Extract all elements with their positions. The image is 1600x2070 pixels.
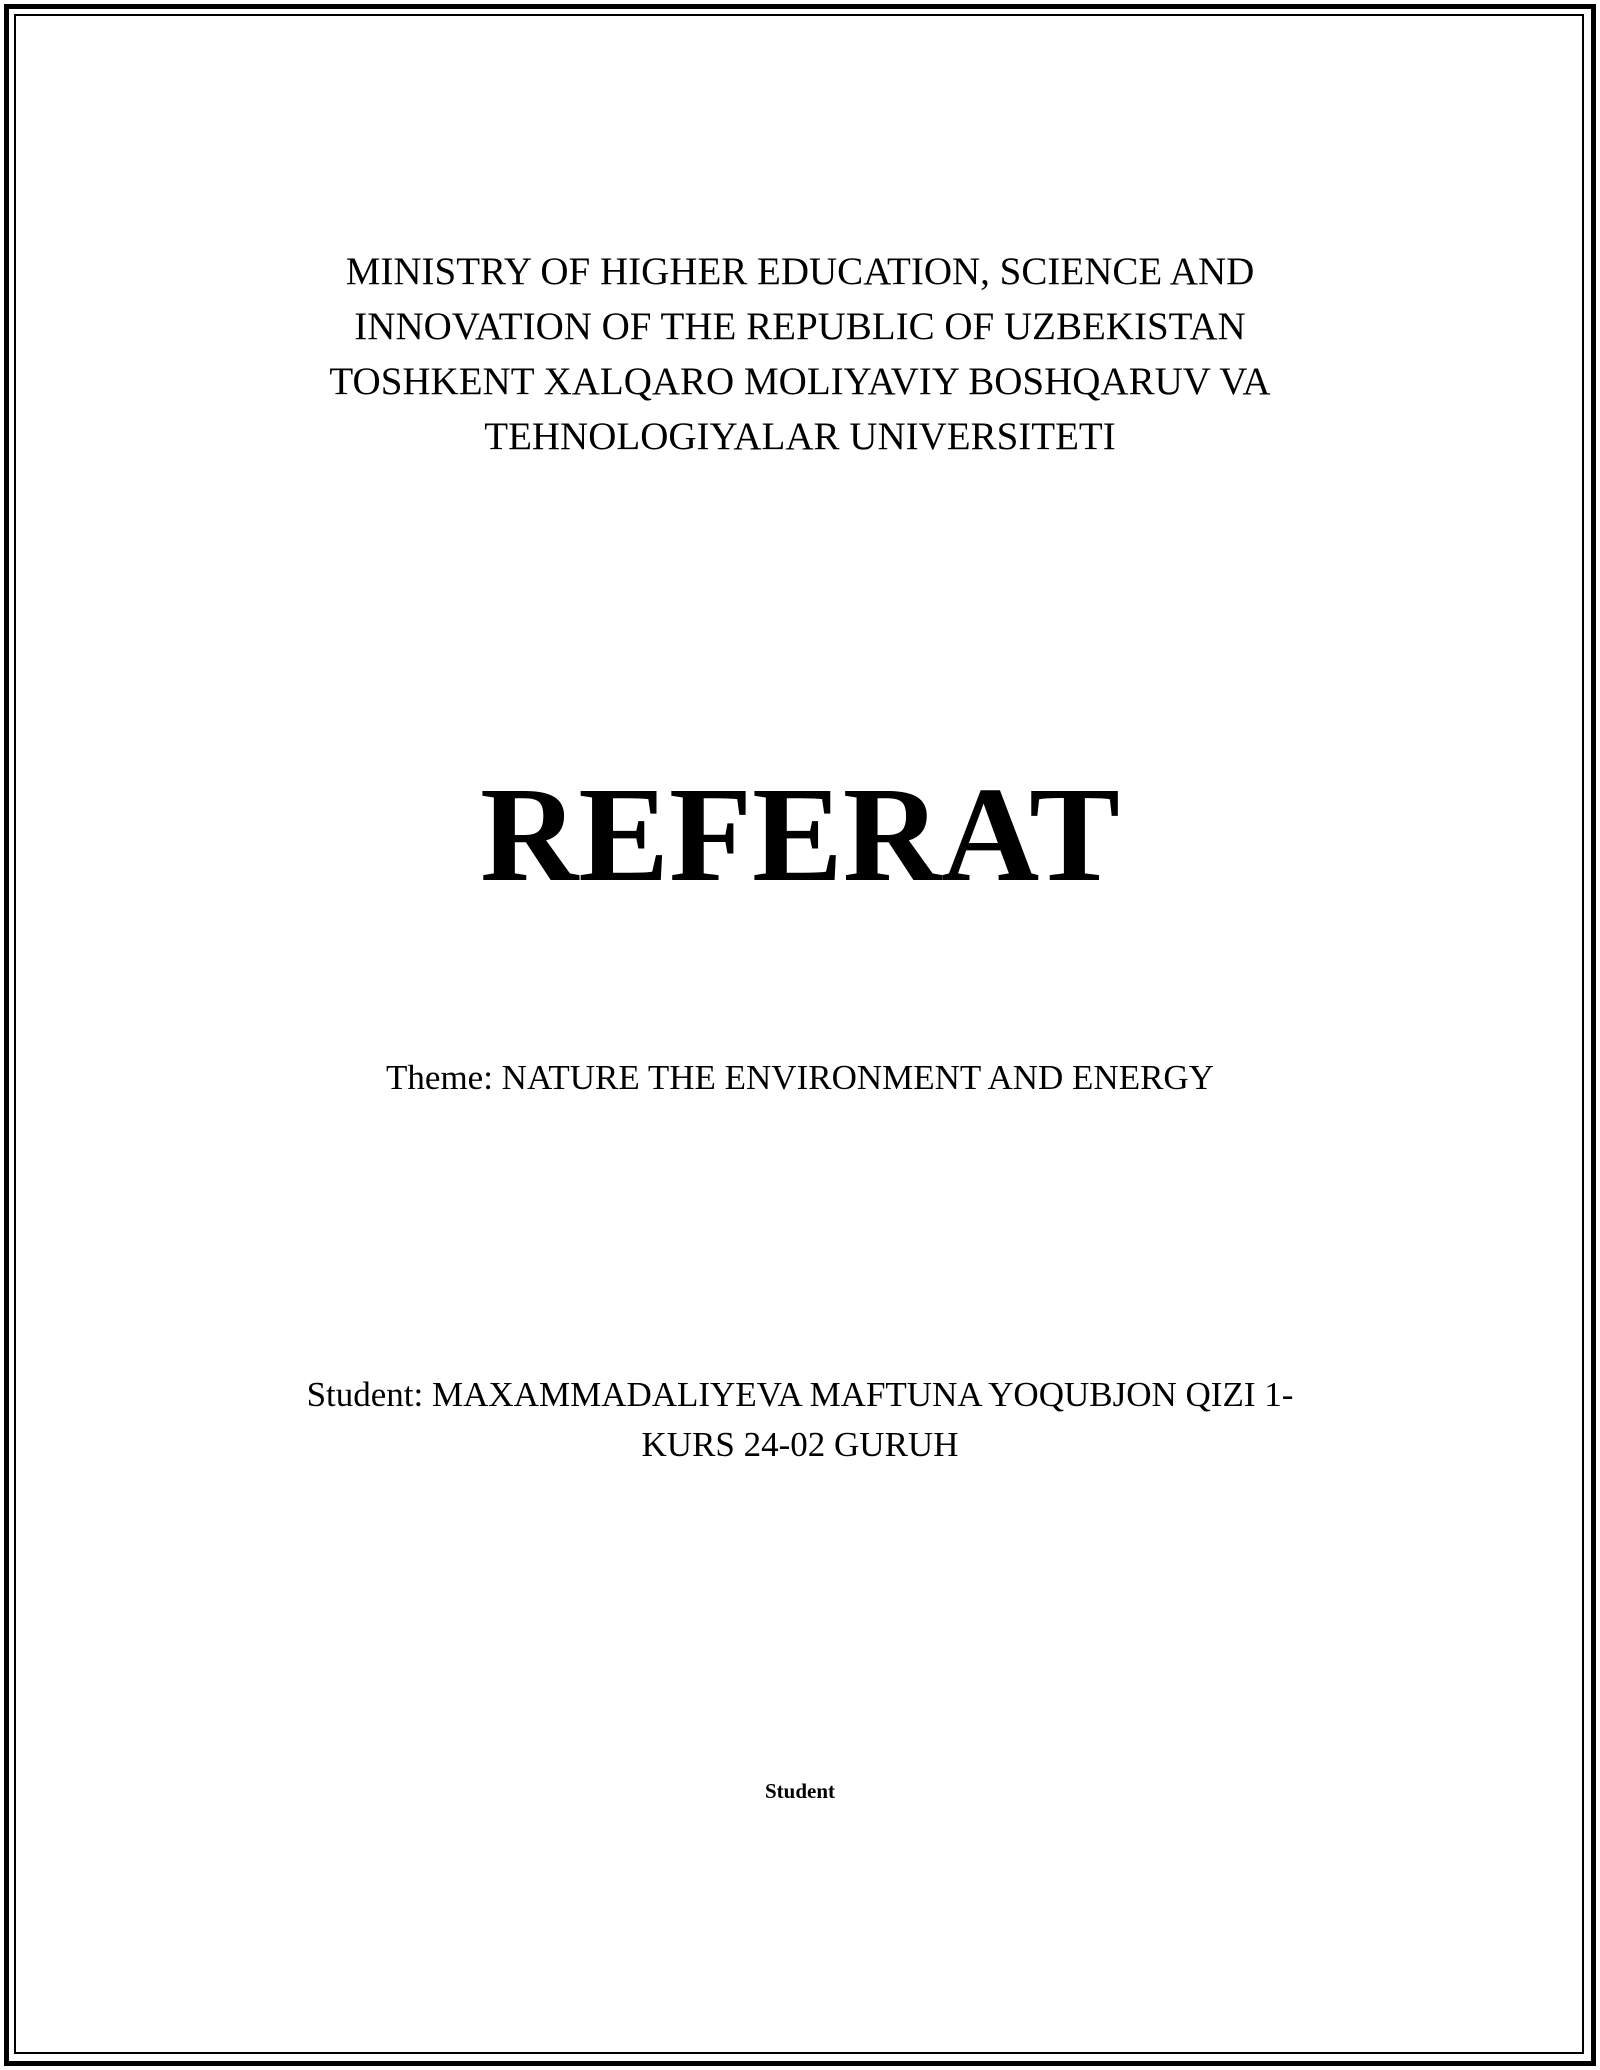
document-title: REFERAT xyxy=(480,760,1120,910)
student-info-line: Student: MAXAMMADALIYEVA MAFTUNA YOQUBJON QIZI 1- xyxy=(306,1375,1294,1414)
student-label: Student xyxy=(764,1779,836,1803)
student-info-line: KURS 24-02 GURUH xyxy=(641,1425,959,1464)
institution-line: TEHNOLOGIYALAR UNIVERSITETI xyxy=(484,415,1116,458)
institution-heading xyxy=(0,244,1600,464)
institution-line: INNOVATION OF THE REPUBLIC OF UZBEKISTAN xyxy=(354,305,1246,348)
institution-line: TOSHKENT XALQARO MOLIYAVIY BOSHQARUV VA xyxy=(329,360,1271,403)
theme-line: Theme: NATURE THE ENVIRONMENT AND ENERGY xyxy=(386,1058,1214,1097)
institution-line: MINISTRY OF HIGHER EDUCATION, SCIENCE AND xyxy=(345,250,1255,293)
student-info xyxy=(0,1370,1600,1470)
